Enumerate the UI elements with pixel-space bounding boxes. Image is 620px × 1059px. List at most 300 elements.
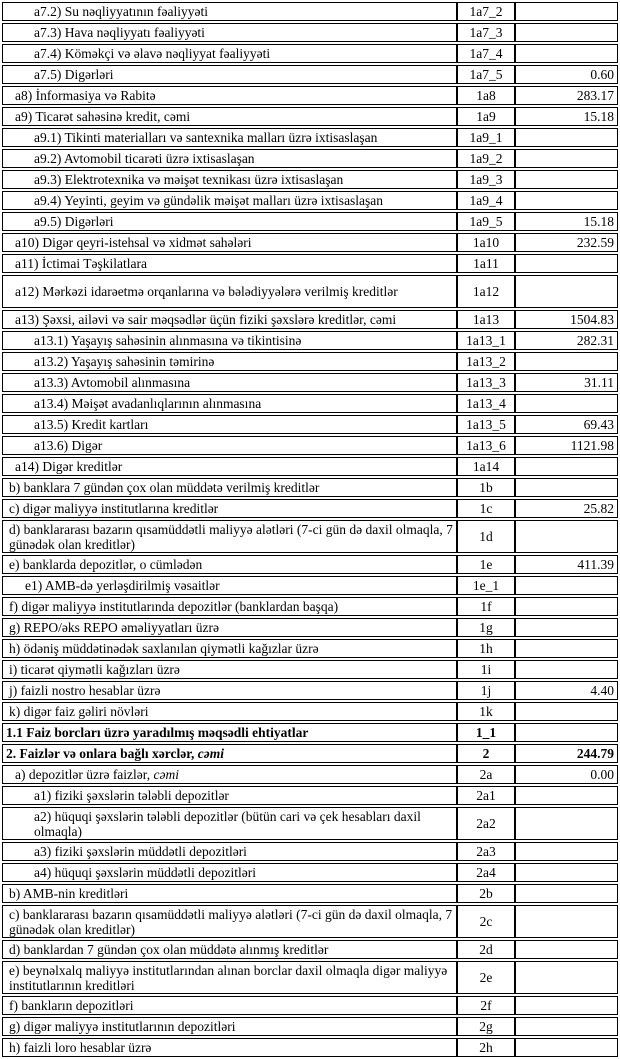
row-value-cell	[515, 905, 618, 938]
row-description-text: k) digər faiz gəliri növləri	[9, 704, 149, 719]
row-description-cell	[2, 807, 457, 840]
row-code-text: 1h	[479, 641, 493, 656]
row-code-cell	[457, 254, 515, 273]
table-row	[2, 905, 618, 938]
row-value-cell	[515, 352, 618, 371]
row-code-text: 2b	[479, 886, 493, 901]
row-code-cell	[457, 44, 515, 63]
row-value-cell	[515, 457, 618, 476]
row-value-cell	[515, 23, 618, 42]
row-code-text: 1a8	[476, 88, 496, 103]
row-description-italic-text: cəmi	[197, 746, 224, 761]
row-description-text: a1) fiziki şəxslərin tələbli depozitlər	[34, 788, 229, 803]
row-value-cell	[515, 254, 618, 273]
table-row	[2, 576, 618, 595]
row-code-cell	[457, 107, 515, 126]
row-code-text: 1a13_2	[466, 354, 506, 369]
row-description-cell	[2, 275, 457, 308]
row-description-text: a7.3) Hava nəqliyyatı fəaliyyəti	[34, 25, 205, 40]
row-description-cell	[2, 863, 457, 882]
row-description-text: a13.1) Yaşayış sahəsinin alınmasına və tikintisinə	[34, 333, 302, 348]
row-code-text: 2a4	[476, 865, 496, 880]
row-value-cell	[515, 639, 618, 658]
row-value-cell	[515, 961, 618, 994]
table-row	[2, 639, 618, 658]
row-code-text: 2e	[479, 970, 493, 985]
row-code-cell	[457, 744, 515, 763]
row-description-cell	[2, 233, 457, 252]
row-code-cell	[457, 1038, 515, 1057]
row-description-cell	[2, 65, 457, 84]
row-value-cell	[515, 660, 618, 679]
row-description-text: a9.5) Digərləri	[34, 214, 114, 229]
row-code-text: 1a7_3	[469, 25, 503, 40]
table-row	[2, 765, 618, 784]
row-code-text: 1a9_2	[469, 151, 503, 166]
row-value-cell	[515, 191, 618, 210]
row-description-cell	[2, 86, 457, 105]
row-code-text: 2c	[479, 914, 493, 929]
row-value-cell	[515, 2, 618, 21]
row-code-text: 2a	[479, 767, 493, 782]
table-row	[2, 254, 618, 273]
row-code-cell	[457, 618, 515, 637]
row-description-cell	[2, 842, 457, 861]
row-value-cell	[515, 275, 618, 308]
row-value-cell	[515, 86, 618, 105]
row-value-cell	[515, 576, 618, 595]
row-code-cell	[457, 576, 515, 595]
row-value-cell	[515, 786, 618, 805]
row-value-cell	[515, 107, 618, 126]
row-code-text: 1a9_1	[469, 130, 503, 145]
row-description-text: h) ödəniş müddətinədək saxlanılan qiymətli kağızlar üzrə	[9, 641, 319, 656]
row-description-cell	[2, 786, 457, 805]
row-value-cell	[515, 884, 618, 903]
row-value-text: 282.31	[576, 333, 614, 348]
row-description-text: c) banklararası bazarın qısamüddətli maliyyə alətləri (7-ci gün də daxil olmaqla, 7 günədək olan kreditlər)	[9, 906, 453, 937]
row-code-cell	[457, 310, 515, 329]
row-description-cell	[2, 884, 457, 903]
row-description-text: 2. Faizlər və onlara bağlı xərclər,	[6, 746, 198, 761]
row-value-cell	[515, 170, 618, 189]
row-description-text: a11) İctimai Təşkilatlara	[15, 256, 147, 271]
row-description-cell	[2, 23, 457, 42]
row-code-cell	[457, 1017, 515, 1036]
row-code-cell	[457, 660, 515, 679]
table-row	[2, 170, 618, 189]
row-code-text: 1f	[480, 599, 492, 614]
row-description-text: e1) AMB-də yerləşdirilmiş vəsaitlər	[25, 578, 220, 593]
row-code-cell	[457, 842, 515, 861]
row-value-cell	[515, 1038, 618, 1057]
row-code-text: 1i	[480, 662, 492, 677]
row-value-cell	[515, 520, 618, 553]
row-description-text: c) digər maliyyə institutlarına kreditlər	[9, 501, 219, 516]
table-row	[2, 2, 618, 21]
row-code-cell	[457, 394, 515, 413]
table-row	[2, 331, 618, 350]
row-code-cell	[457, 65, 515, 84]
table-row	[2, 478, 618, 497]
row-code-cell	[457, 191, 515, 210]
row-code-cell	[457, 149, 515, 168]
row-description-text: a13) Şəxsi, ailəvi və sair məqsədlər üçün fiziki şəxslərə kreditlər, cəmi	[15, 312, 397, 327]
row-description-text: a7.2) Su nəqliyyatının fəaliyyəti	[34, 4, 208, 19]
table-row	[2, 618, 618, 637]
row-value-text: 0.00	[590, 767, 614, 782]
row-code-cell	[457, 436, 515, 455]
row-code-cell	[457, 478, 515, 497]
row-value-cell	[515, 373, 618, 392]
row-code-cell	[457, 331, 515, 350]
row-value-cell	[515, 863, 618, 882]
row-description-text: a9.2) Avtomobil ticarəti üzrə ixtisaslaşan	[34, 151, 255, 166]
row-description-cell	[2, 394, 457, 413]
row-code-cell	[457, 2, 515, 21]
row-value-cell	[515, 681, 618, 700]
row-description-text: a13.4) Məişət avadanlıqlarının alınmasına	[34, 396, 262, 411]
table-row	[2, 65, 618, 84]
row-code-text: 1a13_1	[466, 333, 506, 348]
table-row	[2, 212, 618, 231]
row-code-text: 1b	[479, 480, 493, 495]
table-row	[2, 1017, 618, 1036]
row-description-text: a10) Digər qeyri-istehsal və xidmət sahələri	[15, 235, 252, 250]
table-row	[2, 842, 618, 861]
row-code-text: 1a13_4	[466, 396, 506, 411]
row-description-cell	[2, 723, 457, 742]
row-description-cell	[2, 310, 457, 329]
row-value-text: 232.59	[576, 235, 614, 250]
table-row	[2, 86, 618, 105]
row-description-text: d) banklararası bazarın qısamüddətli maliyyə alətləri (7-ci gün də daxil olmaqla, 7 günədək olan kreditlər)	[9, 521, 453, 552]
row-code-text: 2	[482, 746, 490, 761]
row-description-text: a9.3) Elektrotexnika və məişət texnikası üzrə ixtisaslaşan	[34, 172, 344, 187]
row-code-cell	[457, 23, 515, 42]
row-code-text: 1g	[479, 620, 493, 635]
row-value-text: 1121.98	[570, 438, 614, 453]
row-code-cell	[457, 996, 515, 1015]
table-row	[2, 149, 618, 168]
row-description-text: f) bankların depozitləri	[9, 998, 134, 1013]
row-description-cell	[2, 702, 457, 721]
row-description-cell	[2, 555, 457, 574]
row-description-cell	[2, 1038, 457, 1057]
row-value-cell	[515, 233, 618, 252]
row-code-text: 1c	[479, 501, 493, 516]
row-code-text: 1a9	[476, 109, 496, 124]
row-value-cell	[515, 331, 618, 350]
table-row	[2, 233, 618, 252]
table-row	[2, 744, 618, 763]
table-row	[2, 310, 618, 329]
row-code-text: 1a13	[472, 312, 500, 327]
row-value-text: 25.82	[583, 501, 614, 516]
row-value-cell	[515, 394, 618, 413]
row-value-cell	[515, 723, 618, 742]
row-code-cell	[457, 275, 515, 308]
row-code-text: 2g	[479, 1019, 493, 1034]
row-description-cell	[2, 436, 457, 455]
row-description-text: g) digər maliyyə institutlarının depozitləri	[9, 1019, 236, 1034]
row-code-text: 1a7_2	[469, 4, 503, 19]
table-row	[2, 128, 618, 147]
row-value-cell	[515, 310, 618, 329]
row-description-text: a3) fiziki şəxslərin müddətli depozitləri	[34, 844, 247, 859]
row-description-cell	[2, 373, 457, 392]
row-description-italic-text: cəmi	[153, 767, 179, 782]
row-code-text: 1d	[479, 529, 493, 544]
report-table-body	[2, 2, 618, 1057]
row-code-text: 1a9_5	[469, 214, 503, 229]
row-value-cell	[515, 212, 618, 231]
row-description-text: i) ticarət qiymətli kağızları üzrə	[9, 662, 180, 677]
row-value-text: 244.79	[576, 746, 614, 761]
row-code-cell	[457, 961, 515, 994]
row-description-text: a8) İnformasiya və Rabitə	[15, 88, 156, 103]
row-code-cell	[457, 457, 515, 476]
row-code-cell	[457, 128, 515, 147]
table-row	[2, 555, 618, 574]
row-code-text: 1k	[479, 704, 493, 719]
row-code-cell	[457, 352, 515, 371]
row-code-cell	[457, 940, 515, 959]
row-code-text: 1a9_4	[469, 193, 503, 208]
row-description-cell	[2, 499, 457, 518]
row-value-cell	[515, 744, 618, 763]
table-row	[2, 394, 618, 413]
row-description-cell	[2, 415, 457, 434]
table-row	[2, 597, 618, 616]
table-row	[2, 499, 618, 518]
row-description-cell	[2, 996, 457, 1015]
row-code-text: 2a1	[476, 788, 496, 803]
row-description-text: 1.1 Faiz borcları üzrə yaradılmış məqsədli ehtiyatlar	[6, 725, 309, 740]
row-code-text: 1a7_4	[469, 46, 503, 61]
row-description-text: a4) hüquqi şəxslərin müddətli depozitləri	[34, 865, 256, 880]
row-code-text: 1a13_6	[466, 438, 506, 453]
row-description-text: d) banklardan 7 gündən çox olan müddətə alınmış kreditlər	[9, 942, 329, 957]
row-description-cell	[2, 128, 457, 147]
row-code-text: 1a9_3	[469, 172, 503, 187]
row-description-cell	[2, 331, 457, 350]
row-code-text: 2h	[479, 1040, 493, 1055]
table-row	[2, 660, 618, 679]
row-description-text: a7.5) Digərləri	[34, 67, 114, 82]
row-code-text: 1j	[480, 683, 492, 698]
row-code-cell	[457, 597, 515, 616]
row-description-cell	[2, 212, 457, 231]
row-description-text: a13.2) Yaşayış sahəsinin təmirinə	[34, 354, 215, 369]
row-code-text: 1a14	[472, 459, 500, 474]
row-value-text: 283.17	[576, 88, 614, 103]
row-value-cell	[515, 940, 618, 959]
row-description-cell	[2, 1017, 457, 1036]
row-code-cell	[457, 170, 515, 189]
row-description-cell	[2, 352, 457, 371]
row-description-text: a14) Digər kreditlər	[15, 459, 123, 474]
row-description-text: b) AMB-nin kreditləri	[9, 886, 129, 901]
row-description-cell	[2, 660, 457, 679]
table-row	[2, 415, 618, 434]
row-value-text: 31.11	[584, 375, 614, 390]
row-value-text: 69.43	[583, 417, 614, 432]
row-value-cell	[515, 478, 618, 497]
row-value-cell	[515, 436, 618, 455]
row-code-cell	[457, 807, 515, 840]
row-code-text: 1e_1	[472, 578, 500, 593]
row-description-text: a12) Mərkəzi idarəetmə orqanlarına və bələdiyyələrə verilmiş kreditlər	[15, 284, 398, 299]
row-code-cell	[457, 212, 515, 231]
table-row	[2, 996, 618, 1015]
row-value-text: 15.18	[583, 214, 614, 229]
row-code-text: 1a7_5	[469, 67, 503, 82]
row-code-cell	[457, 639, 515, 658]
table-row	[2, 107, 618, 126]
row-value-text: 4.40	[590, 683, 614, 698]
row-value-cell	[515, 415, 618, 434]
table-row	[2, 884, 618, 903]
table-row	[2, 863, 618, 882]
row-description-cell	[2, 457, 457, 476]
table-row	[2, 681, 618, 700]
table-row	[2, 457, 618, 476]
row-description-cell	[2, 44, 457, 63]
row-description-cell	[2, 254, 457, 273]
row-code-cell	[457, 681, 515, 700]
row-code-cell	[457, 415, 515, 434]
row-description-cell	[2, 744, 457, 763]
row-description-text: e) banklarda depozitlər, o cümlədən	[9, 557, 203, 572]
row-description-cell	[2, 961, 457, 994]
row-description-text: a) depozitlər üzrə faizlər,	[15, 767, 154, 782]
row-value-cell	[515, 597, 618, 616]
row-value-cell	[515, 128, 618, 147]
row-description-text: j) faizli nostro hesablar üzrə	[9, 683, 161, 698]
row-description-text: f) digər maliyyə institutlarında depozitlər (banklardan başqa)	[9, 599, 339, 614]
row-code-text: 2f	[480, 998, 492, 1013]
row-code-text: 1a11	[473, 256, 499, 271]
row-code-text: 1_1	[475, 725, 497, 740]
row-code-text: 1a13_3	[466, 375, 506, 390]
row-code-cell	[457, 373, 515, 392]
row-code-cell	[457, 786, 515, 805]
row-description-text: e) beynəlxalq maliyyə institutlarından alınan borclar daxil olmaqla digər maliyyə institutlarının kreditləri	[9, 962, 448, 993]
financial-report-table	[2, 0, 618, 1059]
table-row	[2, 786, 618, 805]
row-description-cell	[2, 170, 457, 189]
table-row	[2, 44, 618, 63]
row-description-cell	[2, 520, 457, 553]
row-value-cell	[515, 807, 618, 840]
row-description-cell	[2, 681, 457, 700]
table-row	[2, 1038, 618, 1057]
row-description-text: a13.6) Digər	[34, 438, 103, 453]
row-description-cell	[2, 618, 457, 637]
row-code-cell	[457, 765, 515, 784]
table-row	[2, 807, 618, 840]
row-code-cell	[457, 702, 515, 721]
row-value-cell	[515, 618, 618, 637]
row-description-text: a7.4) Köməkçi və əlavə nəqliyyat fəaliyyəti	[34, 46, 271, 61]
row-description-cell	[2, 149, 457, 168]
row-description-text: a9) Ticarət sahəsinə kredit, cəmi	[15, 109, 191, 124]
row-code-cell	[457, 905, 515, 938]
row-code-cell	[457, 884, 515, 903]
row-value-text: 411.39	[577, 557, 614, 572]
row-value-cell	[515, 65, 618, 84]
row-value-cell	[515, 555, 618, 574]
row-description-cell	[2, 2, 457, 21]
row-description-text: h) faizli loro hesablar üzrə	[9, 1040, 152, 1055]
row-description-text: a2) hüquqi şəxslərin tələbli depozitlər (bütün cari və çek hesabları daxil olmaqla)	[34, 808, 421, 839]
row-code-text: 2d	[479, 942, 493, 957]
row-code-cell	[457, 233, 515, 252]
row-value-cell	[515, 1017, 618, 1036]
row-code-cell	[457, 723, 515, 742]
row-description-text: g) REPO/əks REPO əməliyyatları üzrə	[9, 620, 219, 635]
row-value-cell	[515, 499, 618, 518]
table-row	[2, 723, 618, 742]
table-row	[2, 191, 618, 210]
row-description-text: a9.1) Tikinti materialları və santexnika malları üzrə ixtisaslaşan	[34, 130, 378, 145]
table-row	[2, 961, 618, 994]
row-description-text: a9.4) Yeyinti, geyim və gündəlik məişət malları üzrə ixtisaslaşan	[34, 193, 384, 208]
row-value-cell	[515, 149, 618, 168]
table-row	[2, 373, 618, 392]
row-description-cell	[2, 905, 457, 938]
row-description-text: b) banklara 7 gündən çox olan müddətə verilmiş kreditlər	[9, 480, 320, 495]
table-row	[2, 352, 618, 371]
row-description-cell	[2, 478, 457, 497]
row-code-cell	[457, 863, 515, 882]
row-code-cell	[457, 86, 515, 105]
row-description-cell	[2, 597, 457, 616]
row-description-cell	[2, 940, 457, 959]
row-value-cell	[515, 44, 618, 63]
row-description-cell	[2, 107, 457, 126]
row-code-cell	[457, 499, 515, 518]
row-code-text: 1a12	[472, 284, 500, 299]
row-value-cell	[515, 702, 618, 721]
row-value-text: 1504.83	[570, 312, 614, 327]
row-code-text: 1a13_5	[466, 417, 506, 432]
row-value-cell	[515, 996, 618, 1015]
table-row	[2, 275, 618, 308]
row-code-text: 1a10	[472, 235, 500, 250]
row-code-cell	[457, 555, 515, 574]
row-code-text: 2a2	[476, 816, 496, 831]
row-description-text: a13.5) Kredit kartları	[34, 417, 149, 432]
row-description-cell	[2, 191, 457, 210]
table-row	[2, 702, 618, 721]
row-value-text: 15.18	[583, 109, 614, 124]
table-row	[2, 23, 618, 42]
row-code-cell	[457, 520, 515, 553]
row-value-cell	[515, 842, 618, 861]
row-description-cell	[2, 765, 457, 784]
row-value-cell	[515, 765, 618, 784]
row-value-text: 0.60	[590, 67, 614, 82]
row-description-cell	[2, 639, 457, 658]
table-row	[2, 436, 618, 455]
table-row	[2, 940, 618, 959]
row-description-text: a13.3) Avtomobil alınmasına	[34, 375, 191, 390]
row-code-text: 2a3	[476, 844, 496, 859]
row-description-cell	[2, 576, 457, 595]
row-code-text: 1e	[479, 557, 493, 572]
